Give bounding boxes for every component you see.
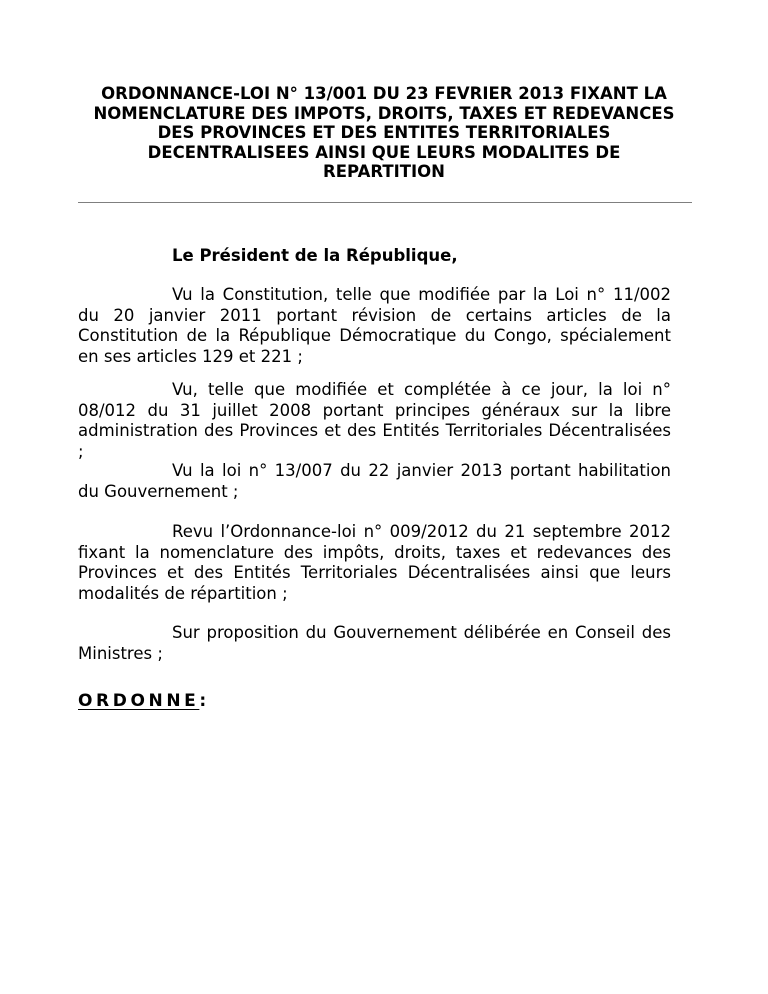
ordonne-word: ORDONNE — [78, 691, 200, 711]
paragraph-loi-08-012: Vu, telle que modifiée et complétée à ce jour, la loi n° 08/012 du 31 juillet 2008 portant principes généraux sur la libre administration des Provinces et des Entités Territoriales Décentralisées ; — [78, 380, 671, 461]
paragraph-ordonnance-009-2012: Revu l’Ordonnance-loi n° 009/2012 du 21 septembre 2012 fixant la nomenclature des impôts, droits, taxes et redevances des Provinces et des Entités Territoriales Décentralisées ainsi que leurs modalités de répartition ; — [78, 522, 671, 603]
paragraph-proposition: Sur proposition du Gouvernement délibérée en Conseil des Ministres ; — [78, 623, 671, 663]
title-line: NOMENCLATURE DES IMPOTS, DROITS, TAXES ET REDEVANCES — [93, 103, 675, 123]
title-line: DES PROVINCES ET DES ENTITES TERRITORIALES — [157, 123, 611, 142]
title-line: REPARTITION — [323, 162, 445, 181]
ordonne-colon: : — [199, 691, 210, 711]
title-line: DECENTRALISEES AINSI QUE LEURS MODALITES DE — [147, 142, 621, 162]
paragraph-constitution: Vu la Constitution, telle que modifiée par la Loi n° 11/002 du 20 janvier 2011 portant révision de certains articles de la Constitution de la République Démocratique du Congo, spécialement en ses articles 129 et 221 ; — [78, 285, 671, 366]
paragraph-loi-13-007: Vu la loi n° 13/007 du 22 janvier 2013 portant habilitation du Gouvernement ; — [78, 461, 671, 501]
ordonne-heading — [78, 691, 210, 711]
horizontal-divider — [78, 202, 692, 203]
document-title — [60, 84, 708, 182]
title-line: ORDONNANCE-LOI N° 13/001 DU 23 FEVRIER 2013 FIXANT LA — [101, 84, 667, 103]
president-heading: Le Président de la République, — [172, 246, 458, 265]
